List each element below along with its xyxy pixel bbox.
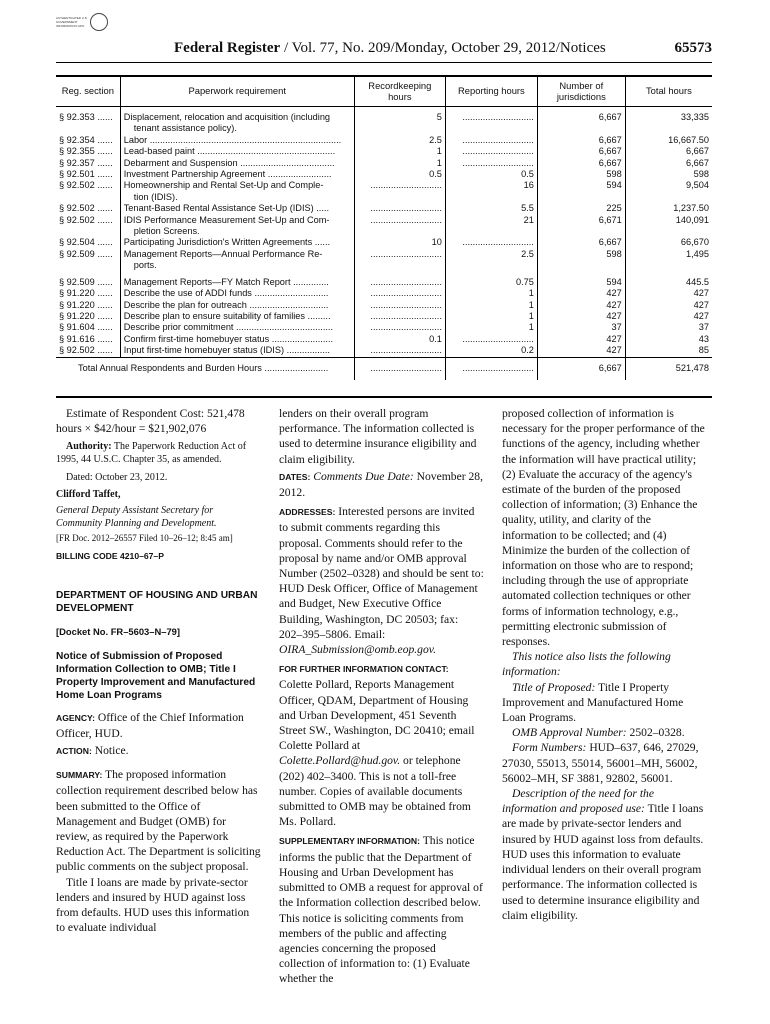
- summary-paragraph: [56, 767, 261, 874]
- supplementary-text: This notice informs the public that the Department of Housing and Urban Development has submitted to OMB a request for approval of the Information collection described below. This notice is soliciting comments from members of the public and affecting agencies concerning the proposed collection of information to: (1) Evaluate whether the: [279, 834, 483, 986]
- total-tot-cell: 521,478: [625, 357, 712, 380]
- table-row: [56, 300, 712, 311]
- table-row: [56, 180, 712, 203]
- form-numbers: [502, 740, 707, 786]
- omb-approval: [502, 725, 707, 740]
- recordkeeping-cell: 5: [354, 107, 445, 135]
- section-cell: § 91.220 ......: [56, 300, 120, 311]
- requirement-text: Labor ...........................................................................: [123, 134, 342, 145]
- column-header: Number of jurisdictions: [537, 76, 625, 107]
- reporting-cell: 21: [445, 215, 537, 238]
- addresses-text: Interested persons are invited to submit comments regarding this proposal. Comments should refer to the proposal by name and/or OMB approval Number (2502–0328) and should be sent to: HUD Desk Officer, Office of Management and Budget, New Executive Office Building, Washington, DC 20503; fax: 202–395–5806. Email:: [279, 505, 484, 641]
- requirement-text: Tenant-Based Rental Assistance Set-Up (IDIS) .....: [123, 203, 329, 214]
- action-line: [56, 743, 261, 759]
- requirement-cell: [120, 107, 354, 135]
- requirement-text: Management Reports—FY Match Report ..............: [123, 276, 329, 287]
- jurisdictions-cell: 594: [537, 272, 625, 288]
- reporting-cell: 0.2: [445, 345, 537, 357]
- recordkeeping-cell: ............................: [354, 249, 445, 272]
- reporting-cell: ............................: [445, 146, 537, 157]
- agency-text: Office of the Chief Information Officer, HUD.: [56, 710, 244, 740]
- total-hours-cell: 37: [698, 322, 709, 333]
- total-rp-cell: ............................: [445, 357, 537, 380]
- requirement-cell: [120, 146, 354, 157]
- total-hours-cell: 427: [693, 288, 709, 299]
- section-cell: § 91.604 ......: [56, 322, 120, 333]
- requirement-text-continued: tion (IDIS).: [133, 191, 178, 202]
- reporting-cell: ............................: [445, 158, 537, 169]
- also-lists-line: [502, 649, 707, 679]
- requirement-cell: [120, 300, 354, 311]
- jurisdictions-cell: 6,667: [537, 158, 625, 169]
- requirement-text: Participating Jurisdiction's Written Agreements ......: [123, 237, 331, 248]
- column-header: Recordkeeping hours: [354, 76, 445, 107]
- jurisdictions-cell: 6,667: [537, 237, 625, 248]
- recordkeeping-cell: ............................: [354, 203, 445, 214]
- section-cell: § 92.504 ......: [56, 237, 120, 248]
- table-row: [56, 249, 712, 272]
- recordkeeping-cell: 0.5: [354, 169, 445, 180]
- jurisdictions-cell: 598: [537, 249, 625, 272]
- further-info-label: FOR FURTHER INFORMATION CONTACT:: [279, 664, 449, 675]
- section-cell: § 92.355 ......: [56, 146, 120, 157]
- table-row: [56, 135, 712, 146]
- title-text: Title I Property Improvement and Manufactured Home Loan Programs.: [502, 680, 684, 725]
- table-row: [56, 311, 712, 322]
- jurisdictions-cell: 6,667: [537, 146, 625, 157]
- requirement-text: IDIS Performance Measurement Set-Up and Com-: [123, 214, 330, 225]
- total-hours-cell: 66,670: [680, 237, 709, 248]
- total-hours-cell: 9,504: [686, 180, 709, 191]
- jurisdictions-cell: 427: [537, 300, 625, 311]
- total-hours-cell: 85: [698, 345, 709, 356]
- recordkeeping-cell: 1: [354, 146, 445, 157]
- table-total-row: [56, 357, 712, 380]
- table-row: [56, 215, 712, 238]
- jurisdictions-cell: 37: [537, 322, 625, 333]
- reporting-cell: 0.5: [445, 169, 537, 180]
- title-label: Title of Proposed:: [512, 680, 596, 694]
- jurisdictions-cell: 594: [537, 180, 625, 203]
- reporting-cell: ............................: [445, 107, 537, 135]
- title-of-proposed: [502, 680, 707, 726]
- reporting-cell: 5.5: [445, 203, 537, 214]
- signer-title: General Deputy Assistant Secretary for Community Planning and Development.: [56, 505, 217, 530]
- recordkeeping-cell: 10: [354, 237, 445, 248]
- action-label: ACTION:: [56, 746, 92, 757]
- supplementary-label: SUPPLEMENTARY INFORMATION:: [279, 836, 420, 847]
- column-header: Reg. section: [56, 76, 120, 107]
- table-row: [56, 169, 712, 180]
- total-hours-cell: 6,667: [686, 157, 709, 168]
- reporting-cell: ............................: [445, 237, 537, 248]
- page-header: [56, 40, 712, 62]
- section-cell: § 92.502 ......: [56, 345, 120, 357]
- recordkeeping-cell: ............................: [354, 288, 445, 299]
- section-cell: § 92.509 ......: [56, 249, 120, 272]
- supplementary-section: [279, 833, 484, 986]
- recordkeeping-cell: ............................: [354, 300, 445, 311]
- table-row: [56, 237, 712, 248]
- addresses-label: ADDRESSES:: [279, 507, 336, 518]
- agency-label: AGENCY:: [56, 712, 95, 723]
- action-text: Notice.: [94, 744, 129, 758]
- jurisdictions-cell: 427: [537, 288, 625, 299]
- table-row: [56, 203, 712, 214]
- total-hours-cell: 43: [698, 333, 709, 344]
- summary-text: The proposed information collection requirement described below has been submitted to the Office of Management and Budget (OMB) for review, as required by the Paperwork Reduction Act. The Department is soliciting public comments on the subject proposal.: [56, 768, 261, 874]
- section-cell: § 91.220 ......: [56, 288, 120, 299]
- requirement-text-continued: pletion Screens.: [133, 226, 200, 237]
- requirement-text: Input first-time homebuyer status (IDIS) .................: [123, 345, 330, 356]
- addresses-section: [279, 504, 484, 657]
- table-row: [56, 322, 712, 333]
- section-cell: § 91.616 ......: [56, 334, 120, 345]
- column-header: Reporting hours: [445, 76, 537, 107]
- jurisdictions-cell: 225: [537, 203, 625, 214]
- total-rk-cell: ............................: [354, 357, 445, 380]
- requirement-cell: [120, 169, 354, 180]
- description-text: Title I loans are made by private-sector lenders and insured by HUD against loss from defaults. HUD uses this information to evaluate individual lenders on their overall program performance. The information collected is used to determine insurance eligibility and claim eligibility.: [502, 802, 704, 922]
- recordkeeping-cell: ............................: [354, 322, 445, 333]
- agency-heading: DEPARTMENT OF HOUSING AND URBAN DEVELOPMENT: [56, 589, 258, 614]
- further-info-text-2: or telephone (202) 402–3400. This is not a toll-free number. Copies of available documents submitted to OMB may be obtained from Ms. Pollard.: [279, 754, 471, 829]
- requirement-text: Management Reports—Annual Performance Re-: [123, 248, 323, 259]
- requirement-text-continued: ports.: [133, 260, 157, 271]
- requirement-cell: [120, 322, 354, 333]
- requirement-cell: [120, 334, 354, 345]
- reporting-cell: 1: [445, 300, 537, 311]
- total-hours-cell: 33,335: [680, 112, 709, 122]
- column-header: Total hours: [625, 76, 712, 107]
- recordkeeping-cell: ............................: [354, 180, 445, 203]
- description-label: Description of the need for the information and proposed use:: [502, 787, 654, 816]
- requirement-text: Describe the use of ADDI funds .............................: [123, 288, 329, 299]
- column-header: Paperwork requirement: [120, 76, 354, 107]
- recordkeeping-cell: ............................: [354, 215, 445, 238]
- recordkeeping-cell: 2.5: [354, 135, 445, 146]
- table-row: [56, 334, 712, 345]
- total-hours-cell: 1,495: [686, 248, 709, 259]
- total-hours-cell: 598: [693, 169, 709, 180]
- authority-text: The Paperwork Reduction Act of 1995, 44 U.S.C. Chapter 35, as amended.: [56, 441, 247, 466]
- dates-label: DATES:: [279, 471, 311, 482]
- logo-text: AUTHENTICATED U.S. GOVERNMENT INFORMATION GPO: [56, 16, 88, 28]
- requirement-text: Investment Partnership Agreement .........................: [123, 169, 332, 180]
- table-row: [56, 272, 712, 288]
- requirement-text: Describe plan to ensure suitability of families .........: [123, 310, 331, 321]
- table-row: [56, 107, 712, 135]
- notice-title: Notice of Submission of Proposed Information Collection to OMB; Title I Property Improvement and Manufactured Home Loan Programs: [56, 650, 256, 701]
- section-cell: § 92.357 ......: [56, 158, 120, 169]
- table-header-row: [56, 76, 712, 107]
- table-row: [56, 146, 712, 157]
- header-rule: [56, 62, 712, 63]
- reporting-cell: ............................: [445, 334, 537, 345]
- requirement-cell: [120, 345, 354, 357]
- jurisdictions-cell: 427: [537, 311, 625, 322]
- table-row: [56, 345, 712, 357]
- requirement-text: Describe prior commitment ......................................: [123, 322, 334, 333]
- requirement-text: Confirm first-time homebuyer status ........................: [123, 333, 334, 344]
- total-hours-cell: 6,667: [686, 146, 709, 157]
- requirement-cell: [120, 135, 354, 146]
- header-title: Federal Register / Vol. 77, No. 209/Monday, October 29, 2012/Notices: [174, 40, 606, 56]
- text-column-3: [502, 406, 707, 923]
- fr-doc-line: [FR Doc. 2012–26557 Filed 10–26–12; 8:45 am]: [56, 533, 233, 544]
- forms-text: HUD–637, 646, 27029, 27030, 55013, 55014, 56001–MH, 56002, 56002–MH, SF 3881, 92802, 56001.: [502, 741, 699, 785]
- reporting-cell: ............................: [445, 135, 537, 146]
- jurisdictions-cell: 6,667: [537, 135, 625, 146]
- total-hours-cell: 140,091: [675, 214, 709, 225]
- authority-note: [56, 440, 261, 466]
- requirement-text: Describe the plan for outreach ...............................: [123, 299, 329, 310]
- agency-line: [56, 710, 261, 741]
- table-row: [56, 288, 712, 299]
- publication-name: Federal Register: [174, 40, 281, 56]
- section-cell: § 92.353 ......: [56, 107, 120, 135]
- reporting-cell: 0.75: [445, 272, 537, 288]
- dated-line: Dated: October 23, 2012.: [66, 472, 168, 484]
- total-hours-cell: 427: [693, 310, 709, 321]
- section-cell: § 92.509 ......: [56, 272, 120, 288]
- requirement-cell: [120, 180, 354, 203]
- requirement-cell: [120, 237, 354, 248]
- further-info-text: Colette Pollard, Reports Management Officer, QDAM, Department of Housing and Urban Development, 451 Seventh Street SW., Washington, DC 20410; email Colette Pollard at: [279, 678, 475, 753]
- docket-number: [Docket No. FR–5603–N–79]: [56, 625, 181, 637]
- text-column-1: [56, 406, 261, 935]
- requirement-cell: [120, 272, 354, 288]
- requirement-cell: [120, 311, 354, 322]
- section-cell: § 92.502 ......: [56, 215, 120, 238]
- total-label: Total Annual Respondents and Burden Hours .........................: [56, 357, 354, 380]
- page-number: 65573: [674, 40, 712, 56]
- requirement-text-continued: tenant assistance policy).: [133, 123, 237, 134]
- total-hours-cell: 1,237.50: [673, 203, 709, 214]
- total-hours-cell: 445.5: [686, 276, 709, 287]
- eagle-seal-icon: [90, 13, 108, 31]
- reporting-cell: 1: [445, 311, 537, 322]
- dates-text: November 28, 2012.: [279, 469, 483, 500]
- recordkeeping-cell: 0.1: [354, 334, 445, 345]
- reporting-cell: 2.5: [445, 249, 537, 272]
- requirement-cell: [120, 158, 354, 169]
- jurisdictions-cell: 6,671: [537, 215, 625, 238]
- dates-section: [279, 469, 484, 500]
- table-row: [56, 158, 712, 169]
- total-hours-cell: 16,667.50: [668, 134, 709, 145]
- requirement-cell: [120, 203, 354, 214]
- billing-code: BILLING CODE 4210–67–P: [56, 551, 164, 562]
- total-hours-cell: 427: [693, 299, 709, 310]
- requirement-cell: [120, 288, 354, 299]
- description-of-need: [502, 786, 707, 923]
- jurisdictions-cell: 427: [537, 334, 625, 345]
- recordkeeping-cell: ............................: [354, 272, 445, 288]
- section-cell: § 92.502 ......: [56, 203, 120, 214]
- reporting-cell: 1: [445, 322, 537, 333]
- requirement-text: Homeownership and Rental Set-Up and Comple-: [123, 180, 324, 191]
- further-info-section: [279, 661, 484, 829]
- section-cell: § 91.220 ......: [56, 311, 120, 322]
- forms-label: Form Numbers:: [512, 741, 587, 755]
- continued-paragraph: proposed collection of information is necessary for the proper performance of the functions of the agency, including whether the information will have practical utility; (2) Evaluate the accuracy of the agency's estimate of the burden of the proposed collection of information; (3) Enhance the quality, utility, and clarity of the information to be collected; and (4) Minimize the burden of the collection of information on those who are to respond; including through the use of appropriate automated collection techniques or other forms of information technology, e.g., permitting electronic submission of responses.: [502, 407, 705, 649]
- dates-italic: Comments Due Date:: [313, 469, 414, 483]
- authority-label: Authority:: [66, 441, 112, 453]
- jurisdictions-cell: 427: [537, 345, 625, 357]
- reporting-cell: 16: [445, 180, 537, 203]
- total-nj-cell: 6,667: [537, 357, 625, 380]
- title-one-paragraph: Title I loans are made by private-sector lenders and insured by HUD against loss from defaults. HUD uses this information to evaluate individual: [56, 875, 250, 935]
- requirement-cell: [120, 249, 354, 272]
- table-bottom-rule: [56, 396, 712, 398]
- section-cell: § 92.354 ......: [56, 135, 120, 146]
- requirement-cell: [120, 215, 354, 238]
- burden-hours-table: [56, 76, 712, 380]
- issue-details: Vol. 77, No. 209/Monday, October 29, 2012/Notices: [291, 40, 606, 56]
- section-cell: § 92.501 ......: [56, 169, 120, 180]
- respondent-cost-estimate: Estimate of Respondent Cost: 521,478 hours × $42/hour = $21,902,076: [56, 407, 245, 436]
- recordkeeping-cell: 1: [354, 158, 445, 169]
- omb-label: OMB Approval Number:: [512, 726, 627, 740]
- jurisdictions-cell: 598: [537, 169, 625, 180]
- omb-text: 2502–0328.: [629, 726, 685, 740]
- requirement-text: Lead-based paint ......................................................: [123, 146, 336, 157]
- signer-name: Clifford Taffet,: [56, 489, 121, 501]
- reporting-cell: 1: [445, 288, 537, 299]
- continued-paragraph: lenders on their overall program performance. The information collected is used to determine insurance eligibility and claim eligibility.: [279, 407, 477, 466]
- text-column-2: [279, 406, 484, 987]
- summary-label: SUMMARY:: [56, 770, 103, 781]
- section-cell: § 92.502 ......: [56, 180, 120, 203]
- recordkeeping-cell: ............................: [354, 345, 445, 357]
- also-lists-text: This notice also lists the following information:: [502, 650, 671, 679]
- omb-email: OIRA_Submission@omb.eop.gov.: [279, 643, 436, 657]
- recordkeeping-cell: ............................: [354, 311, 445, 322]
- hud-email: Colette.Pollard@hud.gov.: [279, 754, 401, 768]
- jurisdictions-cell: 6,667: [537, 107, 625, 135]
- requirement-text: Displacement, relocation and acquisition (including: [123, 112, 331, 122]
- requirement-text: Debarment and Suspension .....................................: [123, 157, 335, 168]
